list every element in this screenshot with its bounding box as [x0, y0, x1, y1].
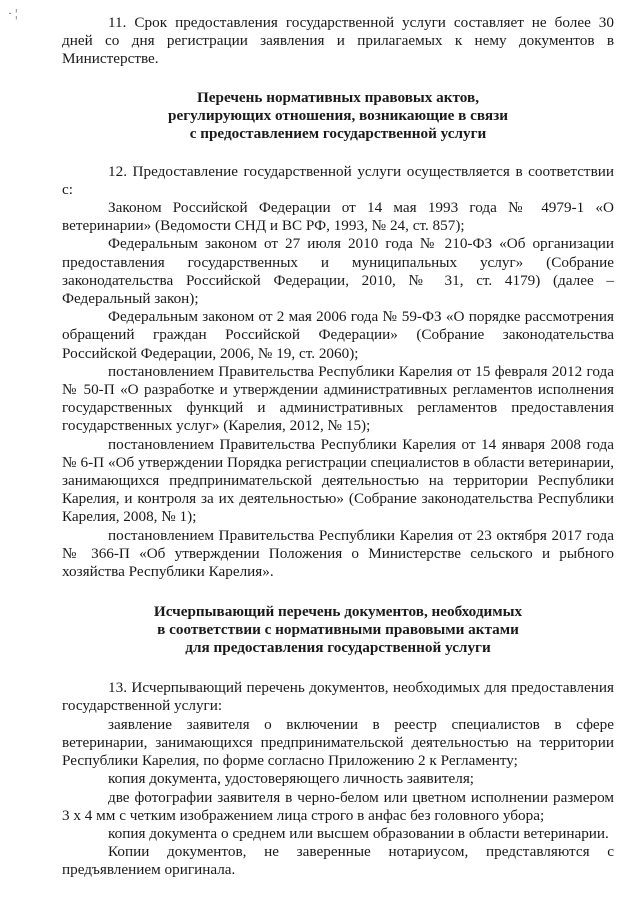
document-item: заявление заявителя о включении в реестр специалистов в сфере ветеринарии, занимающихся предпринимательской деятельностью на территории Республики Карелия, по форме согласно Приложению 2 к Регламенту;	[62, 715, 614, 770]
document-item: копия документа о среднем или высшем образовании в области ветеринарии.	[108, 824, 609, 842]
document-page	[62, 14, 614, 880]
margin-marks: · ¦	[8, 6, 18, 20]
act-item: постановлением Правительства Республики Карелия от 15 февраля 2012 года № 50-П «О разработке и утверждении административных регламентов исполнения государственных функций и административных регламентов предоставления государственных услуг» (Карелия, 2012, № 15);	[62, 362, 614, 435]
act-item: Законом Российской Федерации от 14 мая 1993 года № 4979-1 «О ветеринарии» (Ведомости СНД и ВС РФ, 1993, № 24, ст. 857);	[62, 199, 614, 235]
act-item: постановлением Правительства Республики Карелия от 14 января 2008 года № 6-П «Об утверждении Порядка регистрации специалистов в области ветеринарии, занимающихся предпринимательской деятельностью на территории Республики Карелия, и контроля за их деятельностью» (Собрание законодательства Республики Карелия, 2008, № 1);	[62, 435, 614, 526]
heading-legal-acts: Перечень нормативных правовых актов, регулирующих отношения, возникающие в связи с предоставлением государственной услуги	[168, 88, 508, 142]
paragraph-11: 11. Срок предоставления государственной услуги составляет не более 30 дней со дня регистрации заявления и прилагаемых к нему документов в Министерстве.	[62, 14, 614, 68]
paragraph-13-intro: 13. Исчерпывающий перечень документов, необходимых для предоставления государственной услуги:	[62, 679, 614, 715]
document-item: Копии документов, не заверенные нотариусом, представляются с предъявлением оригинала.	[62, 843, 614, 879]
heading-documents-list: Исчерпывающий перечень документов, необходимых в соответствии с нормативными правовыми актами для предоставления государственной услуги	[153, 603, 523, 657]
document-item: копия документа, удостоверяющего личность заявителя;	[108, 770, 475, 788]
document-item: две фотографии заявителя в черно-белом или цветном исполнении размером 3 х 4 мм с четким изображением лица строго в анфас без головного убора;	[62, 788, 614, 824]
act-item: Федеральным законом от 27 июля 2010 года № 210-ФЗ «Об организации предоставления государственных и муниципальных услуг» (Собрание законодательства Российской Федерации, 2010, № 31, ст. 4179) (далее – Федеральный закон);	[62, 235, 614, 308]
act-item: постановлением Правительства Республики Карелия от 23 октября 2017 года № 366-П «Об утверждении Положения о Министерстве сельского и рыбного хозяйства Республики Карелия».	[62, 526, 614, 581]
act-item: Федеральным законом от 2 мая 2006 года № 59-ФЗ «О порядке рассмотрения обращений граждан Российской Федерации» (Собрание законодательства Российской Федерации, 2006, № 19, ст. 2060);	[62, 308, 614, 362]
paragraph-12-intro: 12. Предоставление государственной услуги осуществляется в соответствии с:	[62, 162, 614, 198]
